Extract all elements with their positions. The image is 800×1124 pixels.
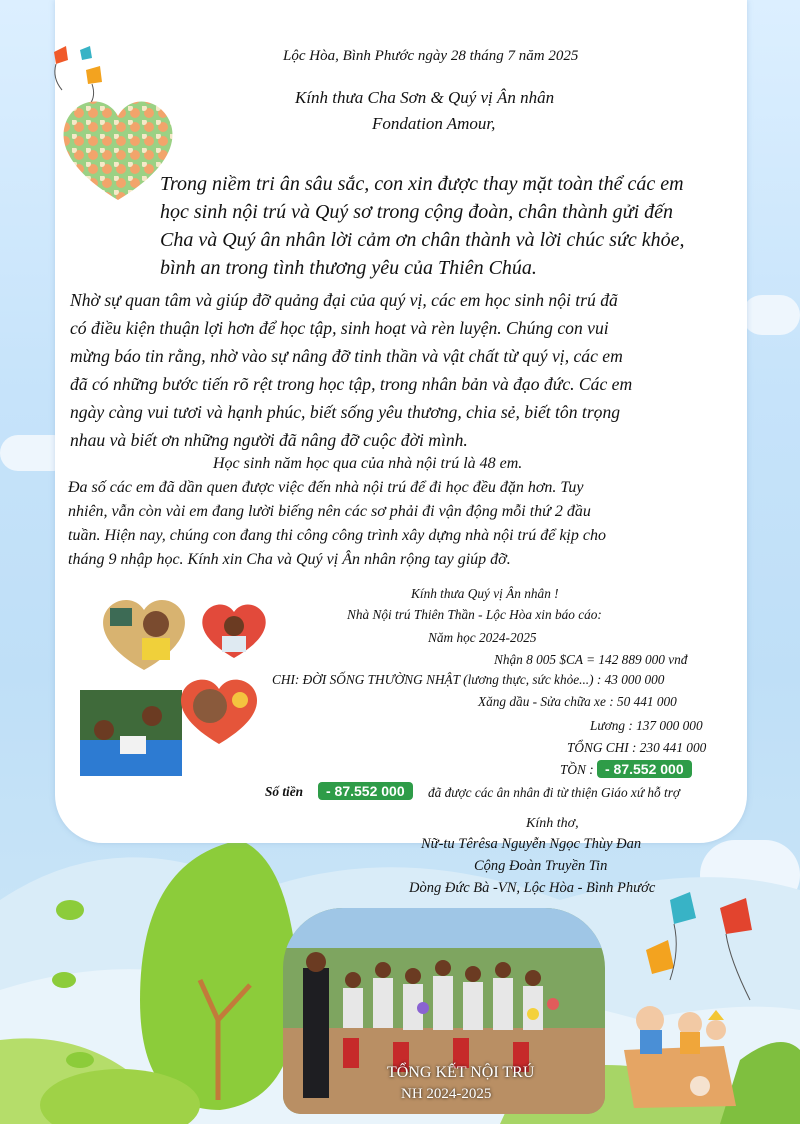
photo-students-studying (80, 690, 182, 776)
photo-caption-year: NH 2024-2025 (401, 1086, 492, 1102)
signature-name: Nữ-tu Têrêsa Nguyễn Ngọc Thùy Đan (421, 836, 642, 852)
heart-photo-student (178, 674, 260, 746)
date-line: Lộc Hòa, Bình Phước ngày 28 tháng 7 năm 2025 (283, 48, 579, 64)
paragraph-request (68, 476, 740, 572)
signature-closing: Kính thơ, (526, 816, 579, 831)
text-line: tuần. Hiện nay, chúng con đang thi công công trình xây dựng nhà nội trú để kịp cho (68, 527, 606, 544)
text-line: nhau và biết ơn những người đã nâng đỡ cuộc đời mình. (70, 430, 468, 450)
report-year: Năm học 2024-2025 (428, 630, 537, 645)
report-fuel-repair: Xăng dầu - Sửa chữa xe : 50 441 000 (478, 694, 677, 709)
balance-badge: - 87.552 000 (597, 760, 692, 778)
heart-photo-student (200, 600, 268, 660)
group-photo-scene (283, 908, 605, 1114)
amount-label: Số tiền (265, 784, 304, 799)
report-greeting: Kính thưa Quý vị Ân nhân ! (411, 586, 559, 601)
report-salary: Lương : 137 000 000 (590, 718, 703, 733)
text-line: đã có những bước tiến rõ rệt trong học tập, trong nhân bản và đạo đức. Các em (70, 374, 633, 394)
report-total-expense: TỔNG CHI : 230 441 000 (567, 740, 707, 755)
text-line: mừng báo tin rằng, nhờ vào sự nâng đỡ tinh thần và vật chất từ quý vị, các em (70, 346, 623, 366)
text-line: học sinh nội trú và Quý sơ trong cộng đoàn, chân thành gửi đến (160, 201, 674, 223)
text-line: Cha và Quý ân nhân lời cảm ơn chân thành và lời chúc sức khỏe, (160, 229, 685, 251)
paragraph-gratitude (160, 170, 780, 282)
paragraph-progress (70, 286, 740, 454)
text-line: Trong niềm tri ân sâu sắc, con xin được thay mặt toàn thể các em (160, 173, 684, 195)
group-photo (283, 908, 605, 1114)
text-line: nhiên, vẫn còn vài em đang lười biếng nên các sơ phải đi vận động mỗi thứ 2 đầu (68, 503, 591, 520)
heart-photo-student (100, 594, 188, 672)
children-illustration (604, 990, 754, 1110)
report-received: Nhận 8 005 $CA = 142 889 000 vnđ (494, 652, 688, 667)
signature-community: Cộng Đoàn Truyền Tin (474, 858, 608, 874)
text-line: có điều kiện thuận lợi hơn để học tập, sinh hoạt và rèn luyện. Chúng con vui (70, 318, 609, 338)
text-line: bình an trong tình thương yêu của Thiên Chúa. (160, 257, 537, 279)
cloud-decoration (742, 295, 800, 335)
signature-congregation: Dòng Đức Bà -VN, Lộc Hòa - Bình Phước (409, 880, 656, 896)
report-expense-daily: CHI: ĐỜI SỐNG THƯỜNG NHẬT (lương thực, sức khỏe...) : 43 000 000 (272, 672, 665, 687)
student-count: Học sinh năm học qua của nhà nội trú là 48 em. (213, 455, 523, 472)
text-line: ngày càng vui tươi và hạnh phúc, biết sống yêu thương, chia sẻ, biết tôn trọng (70, 402, 621, 422)
text-line: Đa số các em đã dần quen được việc đến nhà nội trú để đi học đều đặn hơn. Tuy (68, 479, 584, 496)
greeting-recipient: Fondation Amour, (372, 114, 496, 133)
text-line: Nhờ sự quan tâm và giúp đỡ quảng đại của quý vị, các em học sinh nội trú đã (70, 290, 618, 310)
tree-illustration (40, 800, 300, 1124)
greeting-line: Kính thưa Cha Sơn & Quý vị Ân nhân (295, 88, 555, 107)
amount-note: đã được các ân nhân đi từ thiện Giáo xứ hỗ trợ (428, 785, 680, 800)
report-balance-label: TỒN : (560, 762, 594, 777)
report-intro: Nhà Nội trú Thiên Thần - Lộc Hòa xin báo cáo: (347, 607, 602, 622)
photo-caption-title: TỔNG KẾT NỘI TRÚ (387, 1064, 535, 1081)
text-line: tháng 9 nhập học. Kính xin Cha và Quý vị Ân nhân rộng tay giúp đỡ. (68, 551, 511, 568)
amount-badge: - 87.552 000 (318, 782, 413, 800)
